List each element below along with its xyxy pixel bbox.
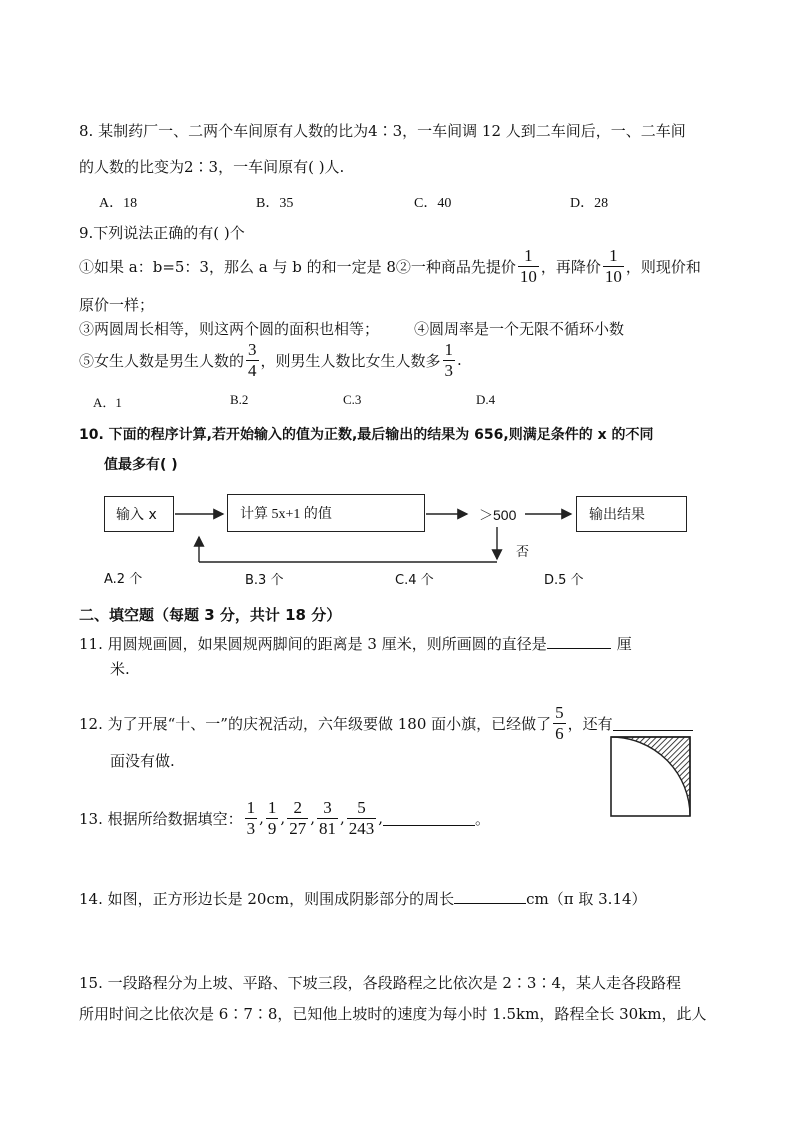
q12-line2: 面没有做. [110, 752, 175, 770]
fraction-denominator: 4 [248, 360, 257, 380]
q15-line1: 15. 一段路程分为上坡、平路、下坡三段，各段路程之比依次是 2∶3∶4，某人走各段路程 [79, 974, 682, 992]
q10-option-c: C.4 个 [395, 573, 434, 588]
q8-line1: 8. 某制药厂一、二两个车间原有人数的比为4∶3，一车间调 12 人到二车间后，一、二车间 [79, 122, 686, 140]
q13-sep-last: , [378, 809, 384, 828]
q14-pre: 14. 如图，正方形边长是 20cm，则围成阴影部分的周长 [79, 890, 455, 908]
q9-statement-4: ④圆周率是一个无限不循环小数 [414, 320, 625, 338]
fraction-numerator: 3 [248, 340, 257, 359]
q11-line1 [79, 633, 632, 654]
square-figure [608, 734, 694, 820]
q11-pre: 11. 用圆规画圆，如果圆规两脚间的距离是 3 厘米，则所画圆的直径是 [79, 635, 547, 653]
flow-no-label: 否 [516, 545, 530, 560]
q9-stem: 9.下列说法正确的有( )个 [79, 224, 245, 242]
q10-option-d: D.5 个 [544, 573, 584, 588]
q10-option-b: B.3 个 [245, 573, 284, 588]
q9-s1-post: ，则现价和 [625, 257, 701, 276]
q8-option-c: C．40 [414, 196, 452, 211]
q12-line1 [79, 703, 693, 743]
fraction-denominator: 6 [555, 723, 564, 743]
q11-line2: 米. [110, 660, 130, 678]
q9-s1-pre: ①如果 a：b=5：3，那么 a 与 b 的和一定是 8②一种商品先提价 [79, 257, 516, 276]
fraction-numerator: 2 [287, 798, 308, 819]
flow-compute-label: 计算 5x+1 的值 [240, 507, 332, 522]
q13-post: 。 [475, 809, 491, 828]
flow-compare-label: ＞500 [479, 507, 517, 523]
q13-fraction [317, 798, 338, 838]
fraction-denominator: 27 [289, 818, 307, 838]
q9-s5-post: . [457, 351, 462, 370]
q10-option-a: A.2 个 [104, 572, 143, 587]
q9-option-c: C.3 [343, 392, 362, 407]
q13-fraction [287, 798, 308, 838]
q9-option-d: D.4 [476, 392, 496, 407]
fraction-denominator: 243 [348, 818, 375, 838]
q13-fraction [347, 798, 377, 838]
q12-answer-blank[interactable] [613, 730, 693, 731]
fraction-denominator: 9 [267, 818, 277, 838]
q9-s1-mid: ，再降价 [540, 257, 601, 276]
q8-option-d: D．28 [570, 196, 609, 211]
q10-line1: 10. 下面的程序计算,若开始输入的值为正数,最后输出的结果为 656,则满足条件的 x 的不同 [79, 427, 654, 443]
q13-answer-blank[interactable] [383, 825, 475, 826]
q13-line [79, 798, 490, 838]
q13-separator: , [310, 809, 315, 828]
q14-answer-blank[interactable] [454, 903, 526, 904]
q13-sequence [243, 798, 379, 838]
q9-option-b: B.2 [230, 392, 249, 407]
q13-separator: , [339, 809, 345, 828]
q12-pre: 12. 为了开展“十、一”的庆祝活动，六年级要做 180 面小旗，已经做了 [79, 714, 552, 733]
q13-fraction [266, 798, 279, 838]
fraction-denominator: 81 [318, 818, 336, 838]
flow-output-label: 输出结果 [589, 507, 645, 523]
q12-fraction [553, 703, 566, 743]
section-2-title: 二、填空题（每题 3 分，共计 18 分） [79, 606, 342, 624]
q10-line2: 值最多有( ) [104, 457, 178, 473]
q13-fraction [245, 798, 258, 838]
q8-option-b: B．35 [256, 196, 294, 211]
q15-line2: 所用时间之比依次是 6∶7∶8，已知他上坡时的速度为每小时 1.5km，路程全长 30km，此人 [79, 1005, 707, 1023]
q13-pre: 13. 根据所给数据填空： [79, 809, 243, 828]
fraction-denominator: 3 [246, 818, 256, 838]
q9-s5-mid: ，则男生人数比女生人数多 [260, 351, 441, 370]
fraction-numerator: 5 [347, 798, 377, 819]
q8-option-a: A．18 [99, 196, 138, 211]
q14-line [79, 888, 647, 909]
fraction-numerator: 5 [555, 703, 564, 722]
q9-s1-line2: 原价一样； [79, 296, 155, 314]
q8-line2: 的人数的比变为2∶3，一车间原有( )人. [79, 158, 345, 176]
fraction-numerator: 1 [246, 798, 256, 817]
q9-statement-3: ③两圆周长相等，则这两个圆的面积也相等； [79, 320, 380, 338]
flow-input-label: 输入 x [116, 507, 157, 523]
q12-post: ，还有 [567, 714, 613, 733]
fraction-denominator: 10 [604, 266, 622, 286]
q9-option-a: A．1 [93, 395, 122, 410]
fraction-numerator: 1 [603, 246, 624, 267]
fraction-denominator: 3 [444, 360, 454, 380]
fraction-numerator: 1 [518, 246, 539, 267]
q13-separator: , [280, 809, 286, 828]
fraction-denominator: 10 [519, 266, 537, 286]
q11-post: 厘 [616, 635, 632, 653]
fraction-numerator: 3 [317, 798, 338, 819]
q11-answer-blank[interactable] [547, 648, 611, 649]
fraction-numerator: 1 [267, 798, 277, 817]
q13-separator: , [259, 809, 264, 828]
q9-s5-pre: ⑤女生人数是男生人数的 [79, 351, 245, 370]
q14-post: cm（π 取 3.14） [526, 890, 647, 908]
fraction-numerator: 1 [444, 340, 454, 359]
